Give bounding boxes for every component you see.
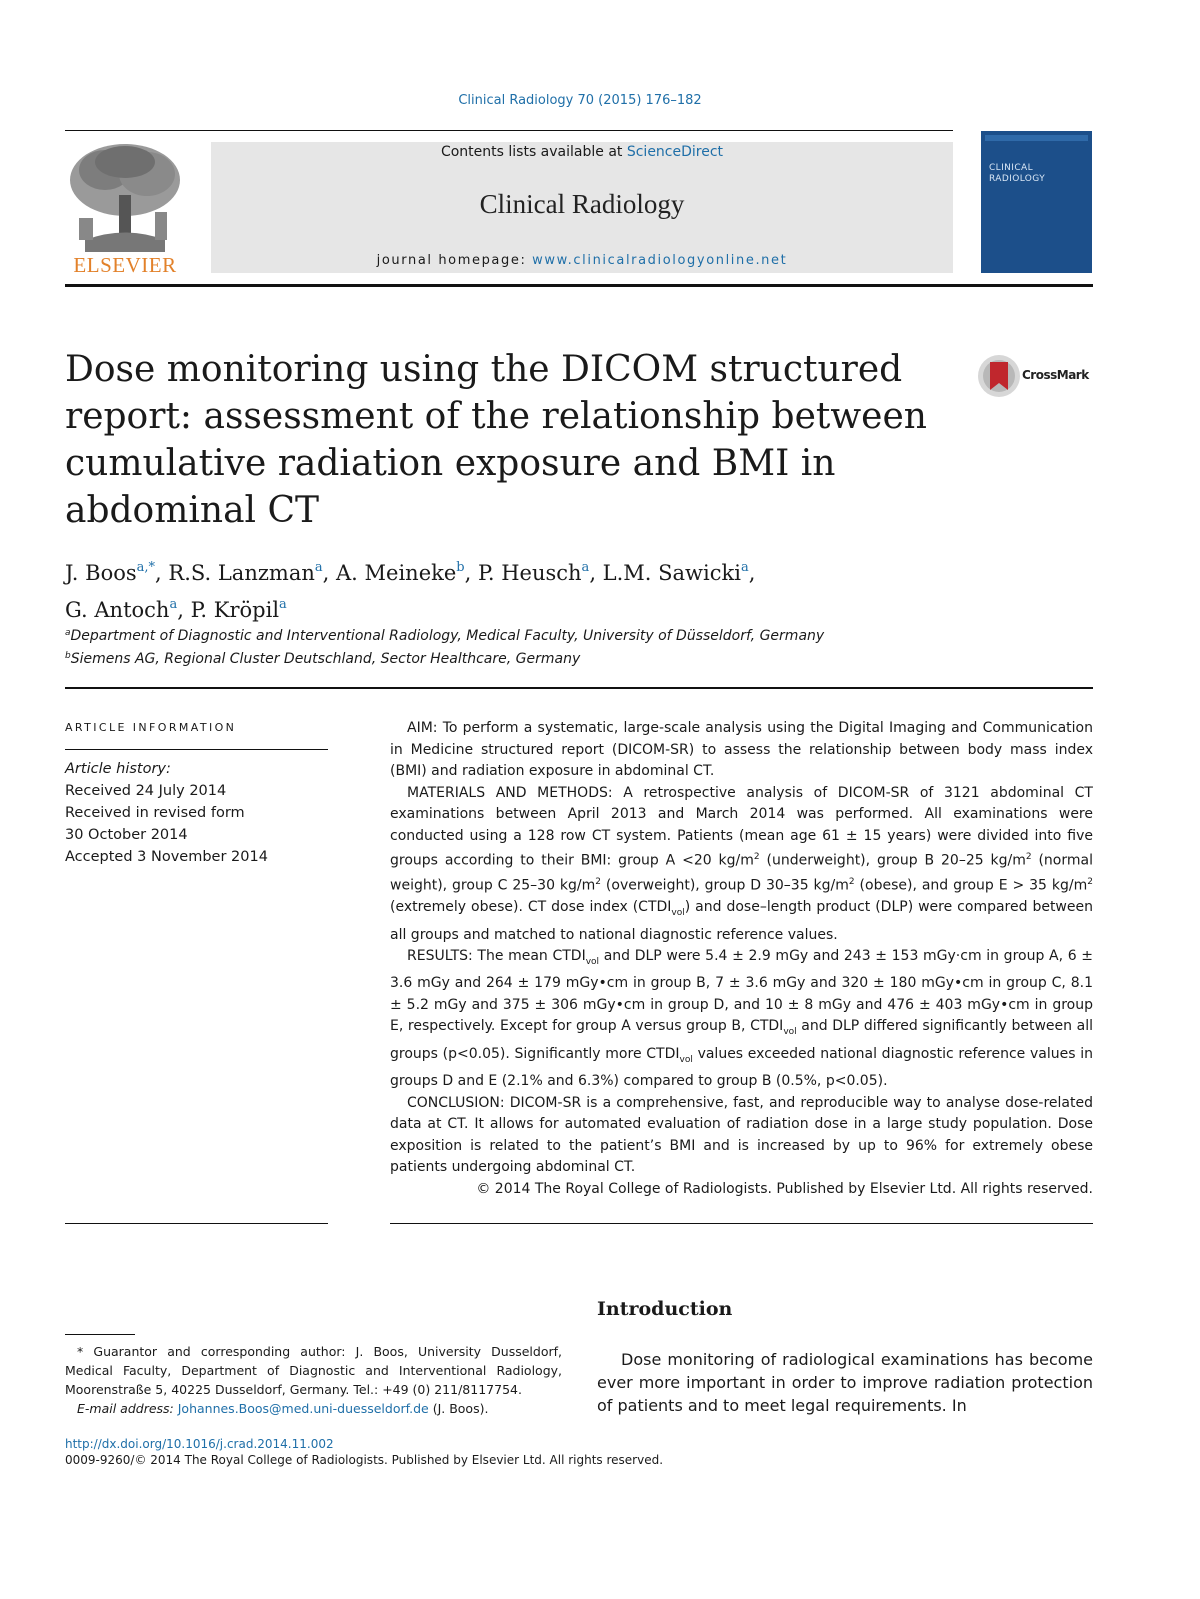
results-text: and DLP were 5.4 ± 2.9 mGy and 243 ± 153 mGy·cm in group A, 6 ± 3.6 mGy and 264 ± 179 mGy•cm in group B, 7 ± 3.6 mGy and 320 ± 180 mGy•cm in group C, 8.1 ± 5.2 mGy and 375 ± 306 mGy•cm in group D, and 10 ± 8 mGy and 476 ± 403 mGy•cm in group E, respectively. Except for group A versus group B, CTDI xyxy=(390,948,1094,1035)
history-accepted: Accepted 3 November 2014 xyxy=(65,849,268,865)
methods-text: (normal weight), group C 25–30 kg/m xyxy=(390,852,1093,894)
doi-link[interactable]: http://dx.doi.org/10.1016/j.crad.2014.11.002 xyxy=(65,1437,334,1451)
homepage-prefix: journal homepage: xyxy=(376,253,533,268)
affiliation-text: Department of Diagnostic and Interventional Radiology, Medical Faculty, University of Düsseldorf, Germany xyxy=(70,628,825,644)
header-rule-top xyxy=(65,130,953,131)
author-affil-mark[interactable]: a,* xyxy=(136,560,156,575)
footnote-email-line xyxy=(65,1399,562,1418)
history-revised-1: Received in revised form xyxy=(65,805,245,821)
superscript: 2 xyxy=(1087,877,1093,888)
affiliation-text: Siemens AG, Regional Cluster Deutschland, Sector Healthcare, Germany xyxy=(70,651,581,667)
introduction-body xyxy=(597,1348,1093,1417)
abstract-rule-left xyxy=(65,1223,328,1224)
article-history xyxy=(65,758,268,868)
abstract-aim: AIM: To perform a systematic, large-scale analysis using the Digital Imaging and Communication in Medicine structured report (DICOM-SR) to assess the relationship between body mass index (BMI) and radiation exposure in abdominal CT. xyxy=(390,720,1093,779)
superscript: 2 xyxy=(1025,852,1032,862)
affiliation-b xyxy=(65,651,580,667)
sciencedirect-link[interactable]: ScienceDirect xyxy=(626,144,724,160)
footnote-mark: * xyxy=(77,1344,84,1359)
email-link[interactable]: Johannes.Boos@med.uni-duesseldorf.de xyxy=(177,1401,429,1416)
author-name: R.S. Lanzman xyxy=(168,561,315,585)
footnote-rule xyxy=(65,1334,135,1335)
author-name: G. Antoch xyxy=(65,598,170,622)
methods-text: (underweight), group B 20–25 kg/m xyxy=(759,852,1026,869)
results-text: and DLP differed significantly between all groups (p<0.05). Significantly more CTDI xyxy=(390,1018,1093,1062)
journal-name: Clinical Radiology xyxy=(479,189,685,219)
subscript: vol xyxy=(679,1054,693,1065)
author-affil-mark[interactable]: a xyxy=(740,560,749,575)
crossmark-badge[interactable] xyxy=(977,354,1102,400)
header-rule-thick xyxy=(65,284,1093,287)
superscript: 2 xyxy=(595,877,601,888)
homepage-line xyxy=(211,253,953,268)
crossmark-icon xyxy=(977,354,1021,398)
affiliation-rule xyxy=(65,687,1093,689)
superscript: 2 xyxy=(753,852,760,862)
author-name: J. Boos xyxy=(65,561,137,585)
abstract xyxy=(390,718,1093,1200)
abstract-methods xyxy=(390,783,1093,947)
contents-prefix: Contents lists available at xyxy=(440,144,627,160)
affiliation-mark: a xyxy=(65,628,71,638)
methods-text: (obese), and group E > 35 kg/m xyxy=(854,877,1088,894)
journal-cover xyxy=(981,131,1092,273)
author-affil-mark[interactable]: a xyxy=(314,560,323,575)
methods-text: (overweight), group D 30–35 kg/m xyxy=(601,877,849,894)
methods-text: (extremely obese). CT dose index (CTDI xyxy=(390,899,672,916)
author-list: J. Boos$^{a,*}$, R.S. Lanzman$^a$, A. Meineke$^b$, P. Heusch$^a$, L.M. Sawicki$^a$, G. Antoch$^a$, P. Kröpil$^a$ xyxy=(65,560,756,622)
history-label: Article history: xyxy=(65,761,171,777)
issn-copyright: 0009-9260/© 2014 The Royal College of Radiologists. Published by Elsevier Ltd. All rights reserved. xyxy=(65,1453,664,1467)
methods-text: ) and dose–length product (DLP) were compared between all groups and matched to national diagnostic reference values. xyxy=(390,899,1093,943)
cover-title-line2: RADIOLOGY xyxy=(989,174,1046,184)
author-name: P. Heusch xyxy=(477,561,582,585)
author-affil-mark[interactable]: a xyxy=(169,597,178,612)
superscript: 2 xyxy=(848,877,855,888)
article-info-heading: ARTICLE INFORMATION xyxy=(65,721,237,734)
email-label: E-mail address: xyxy=(77,1401,178,1416)
article-info-rule xyxy=(65,749,328,750)
author-affil-mark[interactable]: a xyxy=(581,560,590,575)
abstract-copyright: © 2014 The Royal College of Radiologists. Published by Elsevier Ltd. All rights reserved. xyxy=(476,1180,1093,1197)
cover-title-line1: CLINICAL xyxy=(989,163,1033,173)
cover-title xyxy=(989,163,1045,185)
footnote-text: Guarantor and corresponding author: J. Boos, University Dusseldorf, Medical Faculty, Department of Diagnostic and Interventional Radiology, Moorenstraße 5, 40225 Dusseldorf, Germany. Tel.: +49 (0) 211/8117754. xyxy=(65,1344,562,1397)
history-revised-2: 30 October 2014 xyxy=(65,827,188,843)
author-affil-mark[interactable]: a xyxy=(279,597,287,612)
abstract-conclusion: CONCLUSION: DICOM-SR is a comprehensive, fast, and reproducible way to analyse dose-related data at CT. It allows for automated evaluation of radiation dose in a large study population. Dose exposition is related to the patient’s BMI and is increased by up to 96% for extremely obese patients undergoing abdominal CT. xyxy=(390,1094,1093,1175)
affiliation-mark: b xyxy=(65,651,71,661)
subscript: vol xyxy=(671,908,685,919)
results-text: RESULTS: The mean CTDI xyxy=(407,948,586,965)
email-suffix: (J. Boos). xyxy=(428,1401,489,1416)
history-received: Received 24 July 2014 xyxy=(65,783,227,799)
author-name: L.M. Sawicki xyxy=(602,561,741,585)
methods-text: MATERIALS AND METHODS: A retrospective analysis of DICOM-SR of 3121 abdominal CT examinations between April 2013 and March 2014 was performed. All examinations were conducted using a 128 row CT system. Patients (mean age 61 ± 15 years) were divided into five groups according to their BMI: group A <20 kg/m xyxy=(390,784,1093,869)
subscript: vol xyxy=(783,1027,797,1038)
article-title: Dose monitoring using the DICOM structured report: assessment of the relationship between cumulative radiation exposure and BMI in abdominal CT xyxy=(65,349,927,531)
journal-masthead xyxy=(211,142,953,273)
journal-citation[interactable]: Clinical Radiology 70 (2015) 176–182 xyxy=(458,93,702,108)
crossmark-label: CrossMark xyxy=(1022,368,1089,382)
author-name: P. Kröpil xyxy=(190,598,280,622)
results-text: values exceeded national diagnostic reference values in groups D and E (2.1% and 6.3%) compared to group B (0.5%, p<0.05). xyxy=(390,1045,1093,1089)
elsevier-tree-icon xyxy=(65,140,185,252)
abstract-rule-right xyxy=(390,1223,1093,1224)
affiliation-a xyxy=(65,628,824,644)
abstract-results xyxy=(390,946,1093,1092)
corresponding-author-footnote xyxy=(65,1342,562,1418)
introduction-heading: Introduction xyxy=(597,1298,733,1320)
elsevier-wordmark: ELSEVIER xyxy=(73,253,177,277)
elsevier-logo xyxy=(65,140,185,278)
contents-line xyxy=(211,144,953,160)
homepage-link[interactable]: www.clinicalradiologyonline.net xyxy=(532,253,788,268)
cover-stripe xyxy=(985,135,1088,141)
author-affil-mark[interactable]: b xyxy=(456,560,465,575)
footnote-text-paragraph xyxy=(65,1342,562,1399)
author-name: A. Meineke xyxy=(336,561,457,585)
introduction-paragraph: Dose monitoring of radiological examinations has become ever more important in order to improve radiation protection of patients and to meet legal requirements. In xyxy=(597,1350,1093,1415)
subscript: vol xyxy=(585,956,600,967)
